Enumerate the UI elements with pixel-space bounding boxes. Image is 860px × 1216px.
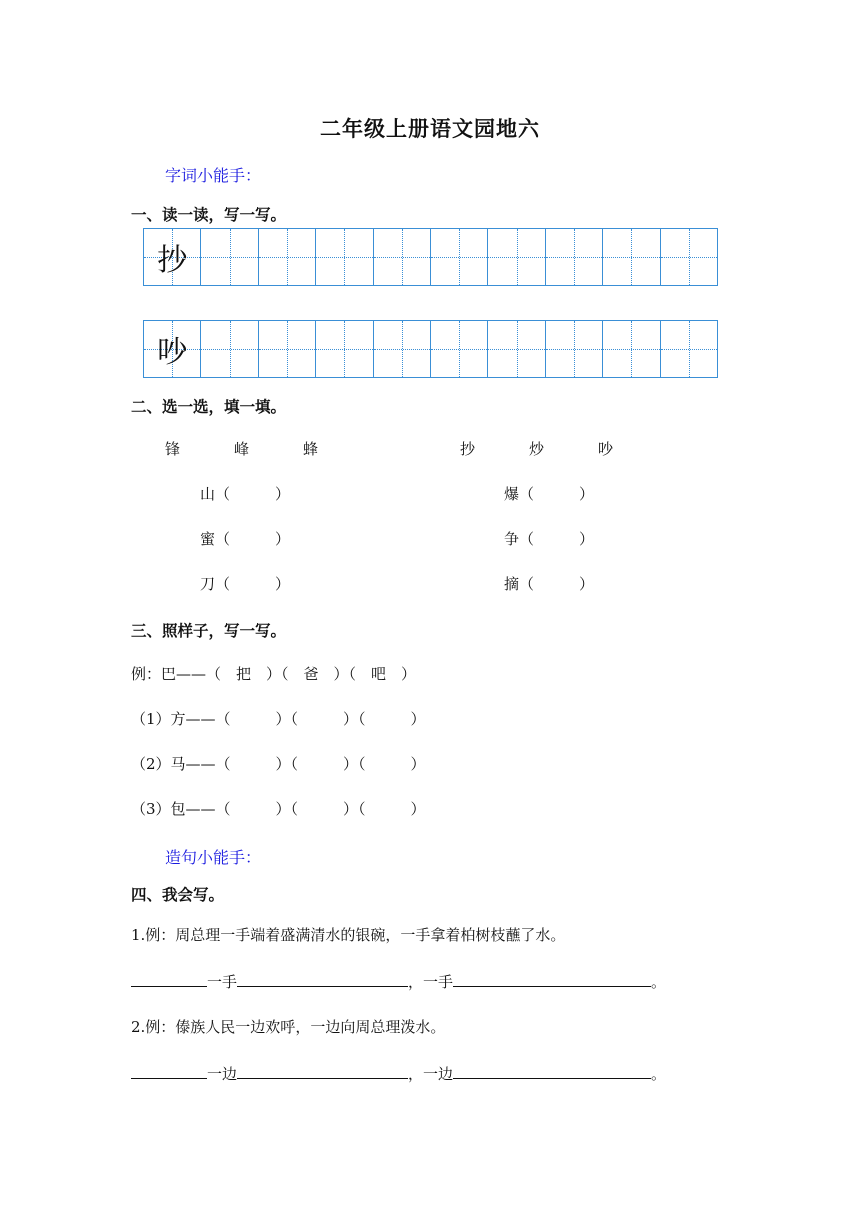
grid-cell[interactable] xyxy=(661,229,717,285)
choice-char: 锋 xyxy=(165,440,181,458)
fill-item[interactable]: 蜜（ ） xyxy=(200,530,291,548)
sentence-line-2 xyxy=(131,1062,666,1084)
blank-field[interactable] xyxy=(453,1062,651,1079)
grid-cell[interactable] xyxy=(374,321,431,377)
example-line: 例：巴——（ 把 ）（ 爸 ）（ 吧 ） xyxy=(131,665,417,683)
model-character: 抄 xyxy=(157,243,188,278)
fill-item[interactable]: 刀（ ） xyxy=(200,575,291,593)
end-mark: 。 xyxy=(651,973,667,991)
grid-cell[interactable] xyxy=(201,229,258,285)
choice-char: 抄 xyxy=(460,440,476,458)
grid-cell[interactable] xyxy=(546,229,603,285)
section-label-words: 字词小能手： xyxy=(165,166,262,185)
example-sentence-1: 1.例：周总理一手端着盛满清水的银碗，一手拿着柏树枝蘸了水。 xyxy=(131,926,566,944)
writing-grid-1[interactable] xyxy=(143,228,718,286)
model-character: 吵 xyxy=(157,335,188,370)
fill-item[interactable]: （3）包——（ ）（ ）（ ） xyxy=(131,800,426,818)
fill-item[interactable]: 摘（ ） xyxy=(504,575,595,593)
fill-item[interactable]: （2）马——（ ）（ ）（ ） xyxy=(131,755,426,773)
fill-item[interactable]: （1）方——（ ）（ ）（ ） xyxy=(131,710,426,728)
page-title: 二年级上册语文园地六 xyxy=(320,117,540,141)
fill-item[interactable]: 山（ ） xyxy=(200,485,291,503)
choice-char: 炒 xyxy=(529,440,545,458)
choice-char: 峰 xyxy=(234,440,250,458)
blank-field[interactable] xyxy=(131,1062,207,1079)
grid-cell[interactable] xyxy=(488,229,545,285)
choice-char: 吵 xyxy=(598,440,614,458)
blank-field[interactable] xyxy=(237,970,408,987)
blank-field[interactable] xyxy=(131,970,207,987)
example-sentence-2: 2.例：傣族人民一边欢呼，一边向周总理泼水。 xyxy=(131,1018,446,1036)
grid-cell[interactable] xyxy=(144,321,201,377)
grid-cell[interactable] xyxy=(259,321,316,377)
grid-cell[interactable] xyxy=(144,229,201,285)
grid-cell[interactable] xyxy=(374,229,431,285)
end-mark: 。 xyxy=(651,1065,667,1083)
grid-cell[interactable] xyxy=(546,321,603,377)
fill-item[interactable]: 爆（ ） xyxy=(504,485,595,503)
connector-word: 一手 xyxy=(207,973,238,991)
grid-cell[interactable] xyxy=(431,229,488,285)
blank-field[interactable] xyxy=(453,970,651,987)
question-1-heading: 一、读一读，写一写。 xyxy=(131,206,287,224)
grid-cell[interactable] xyxy=(488,321,545,377)
writing-grid-2[interactable] xyxy=(143,320,718,378)
grid-cell[interactable] xyxy=(603,321,660,377)
connector-word: ，一边 xyxy=(408,1065,454,1083)
grid-cell[interactable] xyxy=(259,229,316,285)
question-4-heading: 四、我会写。 xyxy=(131,886,225,904)
question-2-heading: 二、选一选，填一填。 xyxy=(131,398,287,416)
blank-field[interactable] xyxy=(237,1062,408,1079)
grid-cell[interactable] xyxy=(316,229,373,285)
sentence-line-1 xyxy=(131,970,666,992)
question-3-heading: 三、照样子，写一写。 xyxy=(131,622,287,640)
fill-item[interactable]: 争（ ） xyxy=(504,530,595,548)
connector-word: ，一手 xyxy=(408,973,454,991)
grid-cell[interactable] xyxy=(603,229,660,285)
grid-cell[interactable] xyxy=(431,321,488,377)
grid-cell[interactable] xyxy=(316,321,373,377)
connector-word: 一边 xyxy=(207,1065,238,1083)
grid-cell[interactable] xyxy=(661,321,717,377)
section-label-sentences: 造句小能手： xyxy=(165,848,262,867)
choice-char: 蜂 xyxy=(303,440,319,458)
grid-cell[interactable] xyxy=(201,321,258,377)
